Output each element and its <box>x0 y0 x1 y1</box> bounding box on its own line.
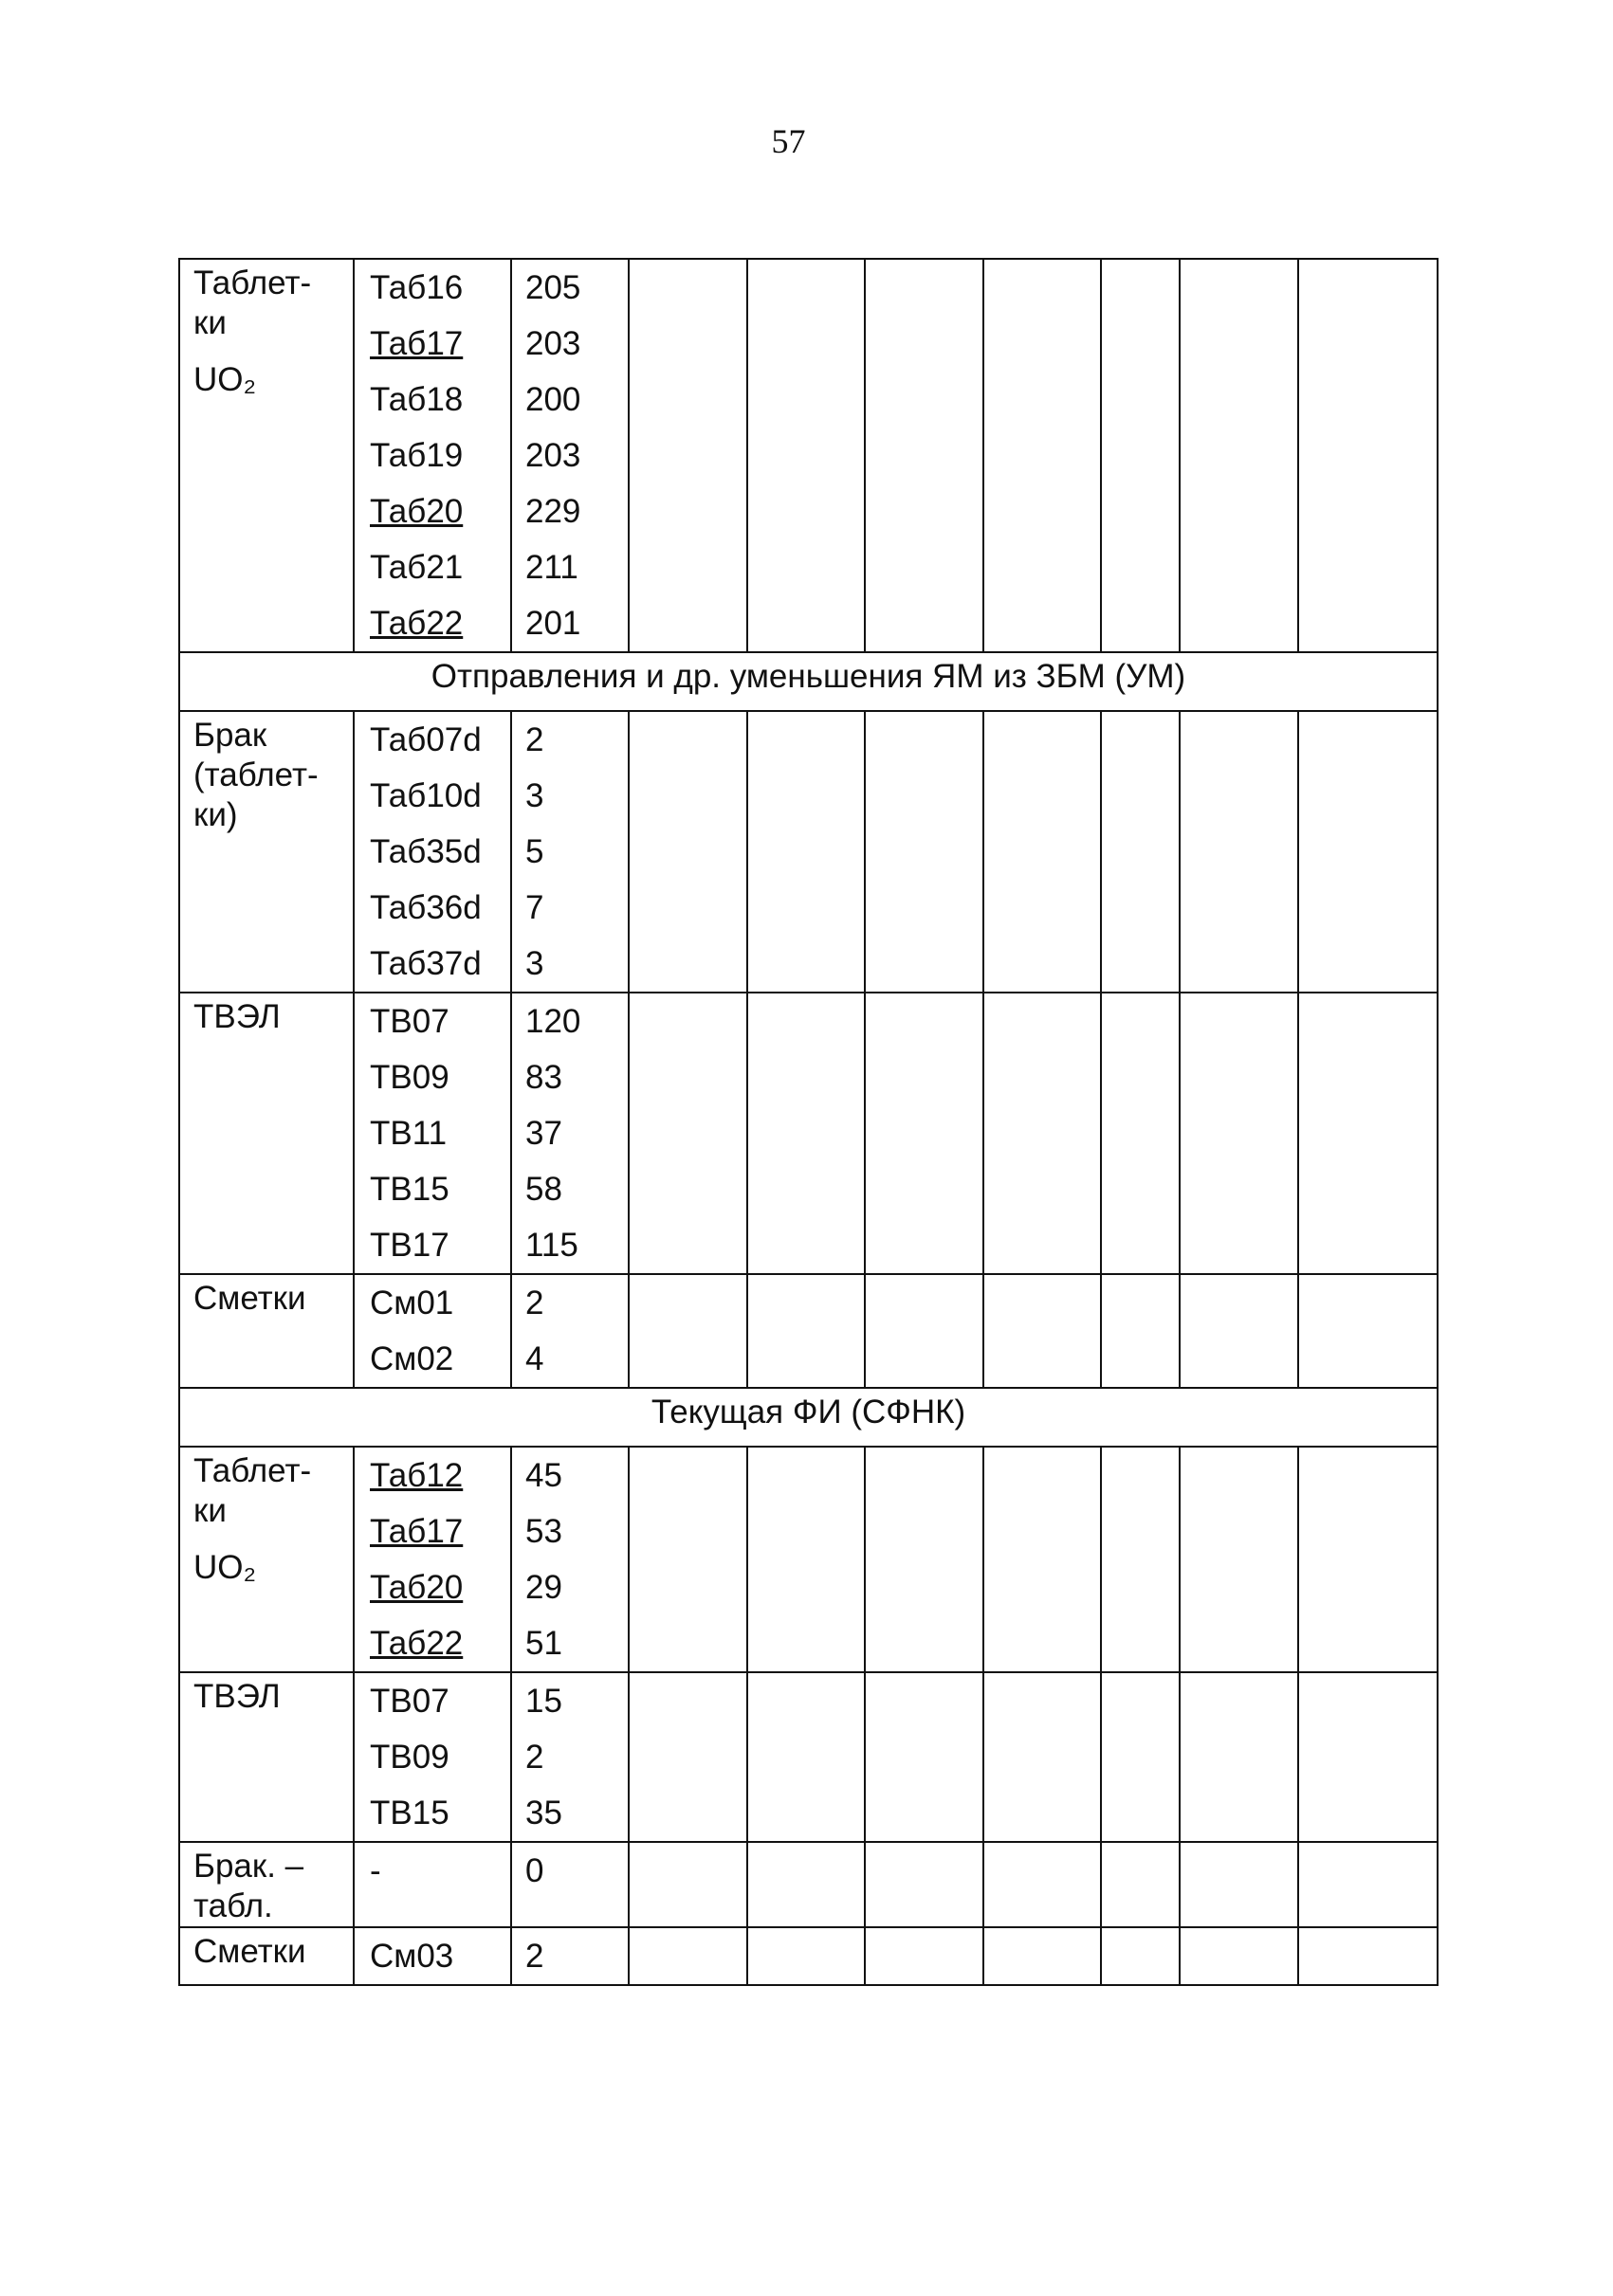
inventory-table <box>178 258 1439 1986</box>
empty-cell <box>983 1927 1101 1985</box>
item-code: ТВ15 <box>370 1171 449 1208</box>
item-code: ТВ07 <box>370 1003 449 1040</box>
item-code: Таб16 <box>370 269 464 306</box>
empty-cell <box>1101 711 1180 993</box>
empty-cell <box>629 1842 747 1927</box>
item-code: Таб07d <box>370 721 482 758</box>
item-value: 15 <box>525 1683 562 1720</box>
item-value: 2 <box>525 1739 544 1776</box>
empty-cell <box>1101 1842 1180 1927</box>
section-current-header <box>179 1388 1438 1447</box>
empty-cell <box>747 711 865 993</box>
item-code: См01 <box>370 1285 454 1321</box>
item-codes-cell <box>354 1842 511 1927</box>
empty-cell <box>1298 711 1438 993</box>
item-code: Таб22 <box>370 1625 464 1662</box>
section-shipments <box>179 711 1438 1388</box>
empty-cell <box>747 1927 865 1985</box>
section-receipts <box>179 259 1438 652</box>
item-value: 3 <box>525 777 544 814</box>
group-name-line: Сметки <box>193 1933 306 1970</box>
item-value: 4 <box>525 1340 544 1377</box>
empty-cell <box>865 1447 983 1672</box>
item-code: См03 <box>370 1938 454 1975</box>
empty-cell <box>1298 1927 1438 1985</box>
empty-cell <box>1298 1447 1438 1672</box>
group-name-line: ТВЭЛ <box>193 1678 281 1715</box>
empty-cell <box>1180 1672 1298 1842</box>
item-value: 83 <box>525 1059 562 1096</box>
item-values-cell <box>511 1842 629 1927</box>
group-name-line: Брак. – <box>193 1848 304 1885</box>
empty-cell <box>1298 993 1438 1274</box>
item-values-cell <box>511 1274 629 1388</box>
item-code: ТВ09 <box>370 1059 449 1096</box>
empty-cell <box>629 259 747 652</box>
item-code: См02 <box>370 1340 454 1377</box>
item-code: - <box>370 1852 381 1889</box>
group-name-line: Таблет- <box>193 264 312 301</box>
item-code: Таб20 <box>370 1569 464 1606</box>
group-row <box>179 1447 1438 1672</box>
empty-cell <box>983 1447 1101 1672</box>
group-row <box>179 259 1438 652</box>
item-value: 7 <box>525 889 544 926</box>
empty-cell <box>1180 1447 1298 1672</box>
group-row <box>179 1927 1438 1985</box>
item-values-cell <box>511 1672 629 1842</box>
empty-cell <box>865 259 983 652</box>
empty-cell <box>1298 1672 1438 1842</box>
group-name-line: ки <box>193 304 227 341</box>
empty-cell <box>865 993 983 1274</box>
item-code: Таб19 <box>370 437 464 474</box>
empty-cell <box>747 993 865 1274</box>
empty-cell <box>1101 1672 1180 1842</box>
group-name-line: (таблет- <box>193 756 319 793</box>
item-code: Таб18 <box>370 381 464 418</box>
empty-cell <box>629 993 747 1274</box>
item-value: 29 <box>525 1569 562 1606</box>
item-value: 2 <box>525 1285 544 1321</box>
group-name-line: Сметки <box>193 1280 306 1317</box>
empty-cell <box>865 1672 983 1842</box>
empty-cell <box>1101 993 1180 1274</box>
empty-cell <box>1298 259 1438 652</box>
group-name-line: Брак <box>193 717 267 754</box>
item-code: Таб35d <box>370 833 482 870</box>
section-title-current-inventory: Текущая ФИ (СФНК) <box>179 1388 1438 1447</box>
group-name <box>179 259 354 652</box>
group-name <box>179 1447 354 1672</box>
empty-cell <box>629 1927 747 1985</box>
empty-cell <box>1101 259 1180 652</box>
item-value: 45 <box>525 1457 562 1494</box>
empty-cell <box>1101 1927 1180 1985</box>
section-current-inventory <box>179 1447 1438 1985</box>
group-row <box>179 711 1438 993</box>
empty-cell <box>1298 1274 1438 1388</box>
item-code: ТВ17 <box>370 1227 449 1264</box>
item-value: 203 <box>525 437 581 474</box>
item-value: 201 <box>525 605 581 642</box>
empty-cell <box>983 1274 1101 1388</box>
group-row <box>179 1274 1438 1388</box>
item-code: Таб37d <box>370 945 482 982</box>
group-name-line: ТВЭЛ <box>193 998 281 1035</box>
empty-cell <box>629 1672 747 1842</box>
empty-cell <box>1180 1842 1298 1927</box>
item-codes-cell <box>354 993 511 1274</box>
group-row <box>179 993 1438 1274</box>
group-name <box>179 1274 354 1388</box>
item-values-cell <box>511 993 629 1274</box>
item-value: 35 <box>525 1795 562 1831</box>
empty-cell <box>747 1447 865 1672</box>
empty-cell <box>629 1274 747 1388</box>
empty-cell <box>747 1274 865 1388</box>
group-name <box>179 1842 354 1927</box>
page-number: 57 <box>771 122 806 160</box>
item-value: 5 <box>525 833 544 870</box>
group-name <box>179 1672 354 1842</box>
item-value: 53 <box>525 1513 562 1550</box>
section-title-shipments: Отправления и др. уменьшения ЯМ из ЗБМ (УМ) <box>179 652 1438 711</box>
empty-cell <box>865 1927 983 1985</box>
empty-cell <box>629 1447 747 1672</box>
empty-cell <box>983 993 1101 1274</box>
empty-cell <box>1101 1447 1180 1672</box>
empty-cell <box>983 711 1101 993</box>
group-name-line: UO₂ <box>193 361 257 398</box>
empty-cell <box>1180 993 1298 1274</box>
item-code: Таб22 <box>370 605 464 642</box>
item-code: Таб10d <box>370 777 482 814</box>
item-value: 3 <box>525 945 544 982</box>
item-value: 211 <box>525 549 578 586</box>
group-name <box>179 1927 354 1985</box>
empty-cell <box>1180 1927 1298 1985</box>
empty-cell <box>1180 259 1298 652</box>
empty-cell <box>865 1842 983 1927</box>
item-value: 0 <box>525 1852 544 1889</box>
item-code: Таб20 <box>370 493 464 530</box>
group-row <box>179 1672 1438 1842</box>
item-value: 229 <box>525 493 581 530</box>
item-value: 37 <box>525 1115 562 1152</box>
group-name-line: ки) <box>193 796 238 833</box>
group-name <box>179 993 354 1274</box>
item-codes-cell <box>354 259 511 652</box>
empty-cell <box>983 259 1101 652</box>
empty-cell <box>747 259 865 652</box>
item-codes-cell <box>354 1927 511 1985</box>
item-code: Таб12 <box>370 1457 464 1494</box>
item-values-cell <box>511 259 629 652</box>
item-value: 115 <box>525 1227 578 1264</box>
section-shipments-header <box>179 652 1438 711</box>
group-name-line: Таблет- <box>193 1452 312 1489</box>
item-code: ТВ09 <box>370 1739 449 1776</box>
group-name-line: UO₂ <box>193 1549 257 1586</box>
item-code: Таб17 <box>370 1513 464 1550</box>
empty-cell <box>865 711 983 993</box>
item-values-cell <box>511 711 629 993</box>
empty-cell <box>1180 711 1298 993</box>
group-row <box>179 1842 1438 1927</box>
item-value: 51 <box>525 1625 562 1662</box>
item-values-cell <box>511 1447 629 1672</box>
item-value: 2 <box>525 1938 544 1975</box>
item-value: 58 <box>525 1171 562 1208</box>
group-name <box>179 711 354 993</box>
item-code: ТВ11 <box>370 1115 448 1152</box>
group-name-line: ки <box>193 1492 227 1529</box>
empty-cell <box>629 711 747 993</box>
empty-cell <box>1101 1274 1180 1388</box>
item-value: 2 <box>525 721 544 758</box>
item-code: ТВ15 <box>370 1795 449 1831</box>
empty-cell <box>747 1672 865 1842</box>
item-value: 120 <box>525 1003 581 1040</box>
item-codes-cell <box>354 711 511 993</box>
item-codes-cell <box>354 1447 511 1672</box>
item-values-cell <box>511 1927 629 1985</box>
item-codes-cell <box>354 1672 511 1842</box>
item-code: Таб17 <box>370 325 464 362</box>
item-code: ТВ07 <box>370 1683 449 1720</box>
item-code: Таб21 <box>370 549 464 586</box>
empty-cell <box>983 1842 1101 1927</box>
item-value: 205 <box>525 269 581 306</box>
item-codes-cell <box>354 1274 511 1388</box>
item-value: 203 <box>525 325 581 362</box>
empty-cell <box>865 1274 983 1388</box>
item-value: 200 <box>525 381 581 418</box>
empty-cell <box>983 1672 1101 1842</box>
group-name-line: табл. <box>193 1887 273 1924</box>
empty-cell <box>1180 1274 1298 1388</box>
empty-cell <box>747 1842 865 1927</box>
empty-cell <box>1298 1842 1438 1927</box>
item-code: Таб36d <box>370 889 482 926</box>
